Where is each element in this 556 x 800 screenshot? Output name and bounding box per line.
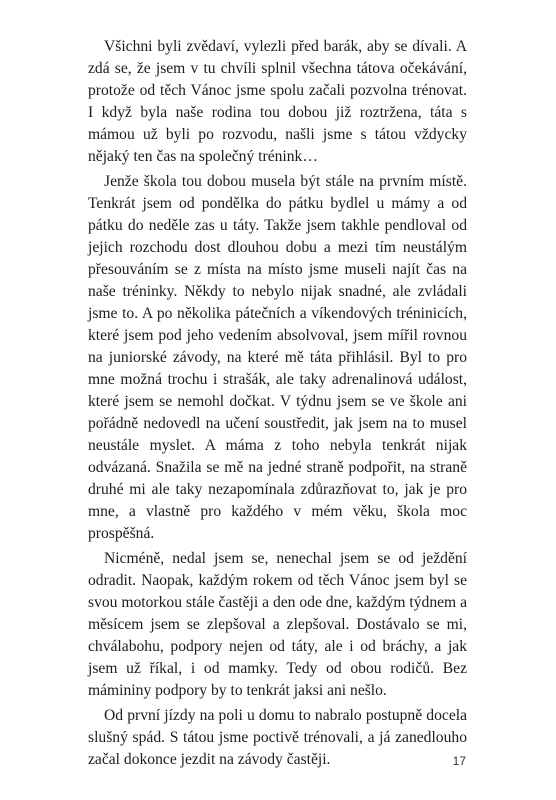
- body-text: [88, 36, 467, 774]
- paragraph-4: Od první jízdy na poli u domu to nabralo postupně docela slušný spád. S tátou jsme poctivě trénovali, a já zanedlouho začal dokonce jezdit na závody častěji.: [88, 707, 467, 768]
- paragraph-1: Všichni byli zvědaví, vylezli před barák, aby se dívali. A zdá se, že jsem v tu chvíli splnil všechna tátova očekávání, protože od těch Vánoc jsme spolu začali pozvolna trénovat. I když byla naše rodina tou dobou již roztržena, táta s mámou už byli po rozvodu, našli jsme s tátou vždycky nějaký ten čas na společný trénink…: [88, 38, 467, 165]
- paragraph-2: Jenže škola tou dobou musela být stále na prvním místě. Tenkrát jsem od pondělka do pátku bydlel u mámy a od pátku do neděle zas u táty. Takže jsem takhle pendloval od jejich rozchodu dost dlouhou dobu a mezi tím neustálým přesouváním se z místa na místo jsme museli najít čas na naše tréninky. Někdy to nebylo nijak snadné, ale zvládali jsme to. A po několika pátečních a víkendových tréninicích, které jsem pod jeho vedením absolvoval, jsem mířil rovnou na juniorské závody, na které mě táta přihlásil. Byl to pro mne možná trochu i strašák, ale taky adrenalinová událost, které jsem se nemohl dočkat. V týdnu jsem se ve škole ani pořádně nedovedl na učení soustředit, jak jsem na to musel neustále myslet. A máma z toho nebyla tenkrát nijak odvázaná. Snažila se mě na jedné straně podpořit, na straně druhé mi ale taky nezapomínala zdůrazňovat to, jak je pro mne, a vlastně pro každého v mém věku, škola moc prospěšná.: [88, 173, 467, 542]
- page-number: 17: [452, 754, 466, 768]
- paragraph-3: Nicméně, nedal jsem se, nenechal jsem se od ježdění odradit. Naopak, každým rokem od těch Vánoc jsem byl se svou motorkou stále častěji a den ode dne, každým týdnem a měsícem jsem se zlepšoval a zlepšoval. Dostávalo se mi, chválabohu, podpory nejen od táty, ale i od bráchy, a jak jsem už říkal, i od mamky. Tedy od obou rodičů. Bez mámininy podpory by to tenkrát jaksi ani nešlo.: [88, 550, 467, 699]
